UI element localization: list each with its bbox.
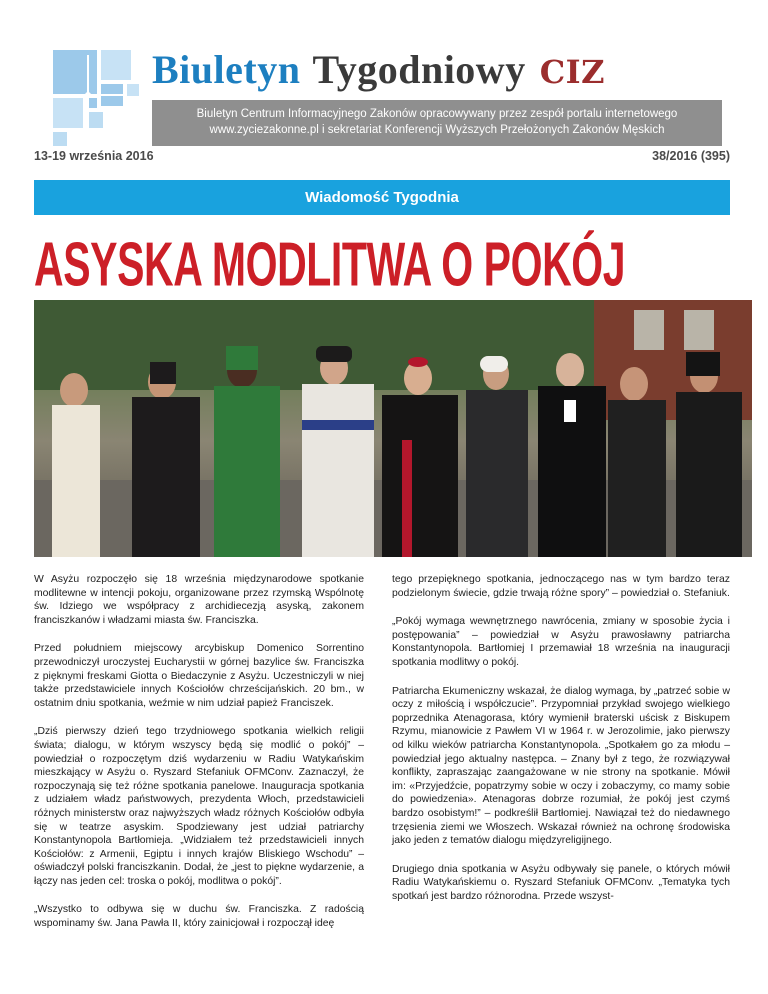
issue-date: 13-19 września 2016: [34, 149, 154, 163]
paragraph: Patriarcha Ekumeniczny wskazał, że dialog wymaga, by „patrzeć sobie w oczy z miłością i współczucie”. Przypomniał przykład swojego wielkiego poprzednika Atenagorasa, który wymienił braterski uścisk z Biskupem Rzymu, mianowicie z Pawłem VI w 1964 r. w Jerozolimie, jako pierwszy od kilku wieków patriarcha Konstantynopola. „Spotkałem go za młodu – powiedział jego aktualny następca. – Znany był z tego, że rozwiązywał konflikty, zapraszając zaangażowane w nie strony na spotkanie. Mówił im: «Przyjedźcie, popatrzymy sobie w oczy i zobaczymy, co mamy sobie do powiedzenia». Atenagoras dobrze rozumiał, że pokój jest czymś bardzo osobistym!” – podkreślił Bartłomiej. Nawiązał też do niedawnego trzęsienia ziemi we Włoszech. Wskazał również na ochronę środowiska jako jeden z tematów dialogu międzyreligijnego.: [392, 685, 730, 847]
masthead-subtitle-band: [152, 100, 722, 146]
paragraph: Drugiego dnia spotkania w Asyżu odbywały się panele, o których mówił Radiu Watykańskiemu o. Ryszard Stefaniuk OFMConv. „Tematyka tych spotkań jest bardzo różnorodna. Przede wszyst-: [392, 863, 730, 902]
masthead-title: [152, 46, 605, 93]
paragraph: tego przepięknego spotkania, jednoczącego nas w tym bardzo teraz podzielonym świecie, gdzie trwają różne spory” – powiedział o. Stefaniuk.: [392, 574, 730, 599]
subtitle-line-2: www.zyciezakonne.pl i sekretariat Konferencji Wyższych Przełożonych Zakonów Męskich: [209, 124, 665, 136]
paragraph: „Pokój wymaga wewnętrznego nawrócenia, zmiany w sposobie życia i postępowania” – powiedział w Asyżu prawosławny patriarcha Konstantynopola. Bartłomiej I przemawiał 18 września na inauguracji spotkania modlitwy o pokój.: [392, 616, 730, 668]
subtitle-line-1: Biuletyn Centrum Informacyjnego Zakonów opracowywany przez zespół portalu internetowego: [196, 108, 678, 120]
article-headline: ASYSKA MODLITWA O POKÓJ: [34, 229, 626, 300]
article-column-right: [392, 573, 730, 918]
dateline: [34, 149, 730, 163]
article-photo: [34, 300, 752, 557]
section-banner: Wiadomość Tygodnia: [34, 180, 730, 215]
paragraph: „Wszystko to odbywa się w duchu św. Franciszka. Z radością wspominamy św. Jana Pawła II, który zainicjował i rozpoczął ideę: [34, 904, 364, 930]
logo: [53, 50, 145, 146]
title-ciz: CIZ: [539, 53, 605, 91]
paragraph: „Dziś pierwszy dzień tego trzydniowego spotkania wielkich religii świata; dialogu, w którym wszyscy będą się modlić o pokój” – powiedział o rozpoczętym dziś wydarzeniu w Radiu Watykańskim mieszkający w Asyżu o. Ryszard Stefaniuk OFMConv. Zaznaczył, że rozpoczynają się też różne spotkania panelowe. Inauguracja spotkania z udziałem władz państwowych, prezydenta Włoch, przedstawicieli różnych ministerstw oraz najwyższych władz różnych Kościołów odbyła się w teatrze asyskim. Spodziewany jest udział patriarchy Konstantynopola Bartłomieja. „Widziałem też przedstawicieli innych Kościołów: z Armenii, Egiptu i innych krajów Bliskiego Wschodu” – oświadczył polski franciszkanin. Dodał, że „jest to piękne wydarzenie, a łączy nas jeden cel: troska o pokój, modlitwa o pokój”.: [34, 726, 364, 887]
title-tygodniowy: Tygodniowy: [312, 47, 526, 92]
article-column-left: [34, 573, 364, 946]
paragraph: W Asyżu rozpoczęło się 18 września międzynarodowe spotkanie modlitewne w intencji pokoju, organizowane przez rzymską Wspólnotę św. Idziego we współpracy z archidiecezją asyską, zakonem franciszkanów i władzami miasta św. Franciszka.: [34, 574, 364, 626]
title-biuletyn: Biuletyn: [152, 47, 301, 92]
paragraph: Przed południem miejscowy arcybiskup Domenico Sorrentino przewodniczył uroczystej Eucharystii w górnej bazylice św. Franciszka z pięknymi freskami Giotta o Biedaczynie z Asyżu. Uczestniczyli w niej także przedstawiciele innych Kościołów chrześcijańskich. 20 bm., w ostatnim dniu spotkania, weźmie w nim udział papież Franciszek.: [34, 643, 364, 709]
issue-number: 38/2016 (395): [652, 149, 730, 163]
